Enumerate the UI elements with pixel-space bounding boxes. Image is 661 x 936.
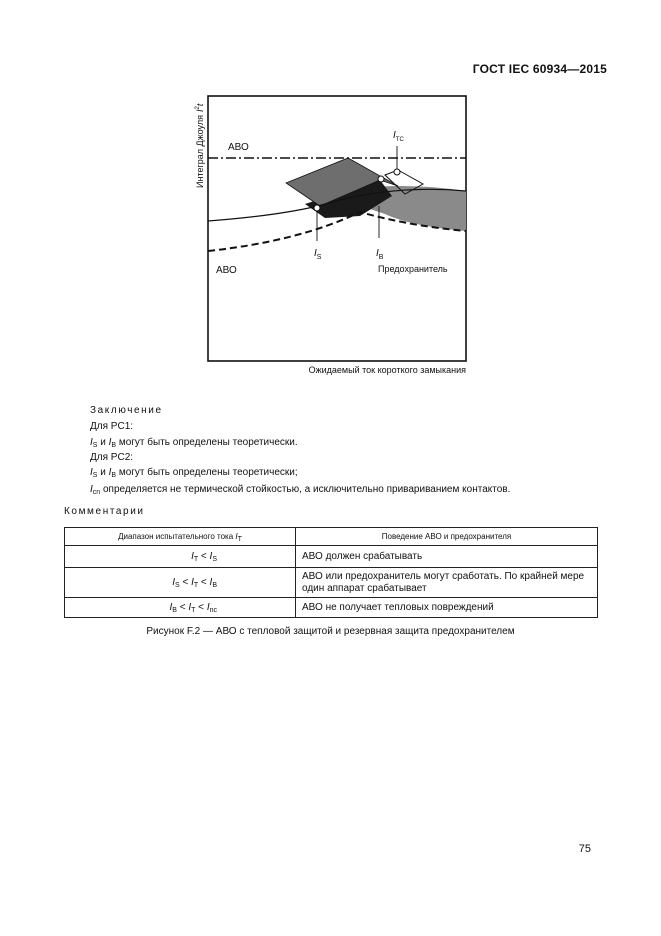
label-is: $I_S$ <box>314 248 322 261</box>
pc2-statement: $I_S$ и $I_B$ могут быть определены теоретически; <box>90 467 298 479</box>
x-axis-label: Ожидаемый ток короткого замыкания <box>308 365 466 375</box>
criteria-table <box>64 527 598 618</box>
behavior-cell: АВО не получает тепловых повреждений <box>296 598 598 618</box>
label-fuse: Предохранитель <box>378 264 448 274</box>
pc1-statement: $I_S$ и $I_B$ могут быть определены теоретически. <box>90 437 298 449</box>
label-ib: $I_B$ <box>376 248 384 261</box>
itc-point <box>394 169 400 175</box>
ib-point <box>378 176 384 182</box>
table-row <box>65 598 598 618</box>
table-row <box>65 546 598 568</box>
pc1-label: Для PC1: <box>90 421 134 432</box>
label-abo-bottom: АВО <box>216 265 237 276</box>
label-abo-top: АВО <box>228 142 249 153</box>
range-cell: $I_B < I_T < I_{nc}$ <box>65 598 296 618</box>
table-header-row <box>65 528 598 546</box>
figure-caption: Рисунок F.2 — АВО с тепловой защитой и резервная защита предохранителем <box>146 626 515 637</box>
pc2-label: Для PC2: <box>90 452 134 463</box>
is-point <box>314 205 320 211</box>
plot-frame <box>208 96 466 361</box>
table-row <box>65 568 598 598</box>
behavior-cell: АВО или предохранитель могут сработать. По крайней мере один аппарат срабатывает <box>296 568 598 598</box>
icn-statement: $I_{cn}$ определяется не термической стойкостью, а исключительно привариванием контактов. <box>90 484 511 496</box>
range-cell: $I_S < I_T < I_B$ <box>65 568 296 598</box>
y-axis-label: Интеграл ДжоуляI$^2$t <box>195 103 205 188</box>
behavior-cell: АВО должен срабатывать <box>296 546 598 568</box>
label-itc: $I_{TC}$ <box>393 130 404 143</box>
header-range: Диапазон испытательного тока $I_T$ <box>65 528 296 546</box>
header-behavior: Поведение АВО и предохранителя <box>296 528 598 546</box>
comments-title: Комментарии <box>64 506 145 517</box>
page-number: 75 <box>578 843 591 855</box>
abo-solid-curve <box>208 206 318 221</box>
selectivity-diagram <box>180 86 480 386</box>
conclusion-title: Заключение <box>90 405 163 416</box>
document-header: ГОСТ IEC 60934—2015 <box>472 62 607 76</box>
range-cell: $I_T < I_S$ <box>65 546 296 568</box>
